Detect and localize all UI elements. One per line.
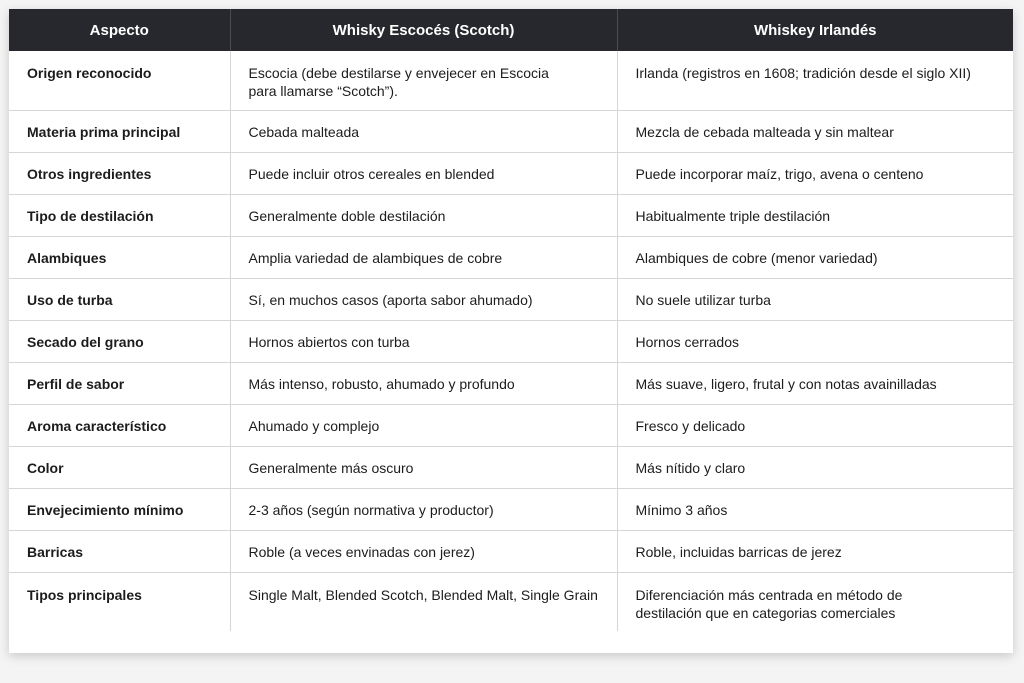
aspect-cell: Tipos principales (9, 572, 230, 631)
irish-cell: Alambiques de cobre (menor variedad) (617, 236, 1013, 278)
aspect-cell: Envejecimiento mínimo (9, 488, 230, 530)
scotch-cell: Sí, en muchos casos (aporta sabor ahumado) (230, 278, 617, 320)
aspect-cell: Otros ingredientes (9, 152, 230, 194)
aspect-cell: Materia prima principal (9, 110, 230, 152)
table-header (9, 9, 1013, 51)
scotch-cell (230, 51, 617, 110)
scotch-cell: Cebada malteada (230, 110, 617, 152)
irish-cell: Más suave, ligero, frutal y con notas avainilladas (617, 362, 1013, 404)
aspect-cell: Barricas (9, 530, 230, 572)
irish-cell: Habitualmente triple destilación (617, 194, 1013, 236)
scotch-cell: Generalmente más oscuro (230, 446, 617, 488)
table-row (9, 278, 1013, 320)
aspect-cell: Color (9, 446, 230, 488)
scotch-cell: Roble (a veces envinadas con jerez) (230, 530, 617, 572)
table-row (9, 320, 1013, 362)
aspect-cell: Origen reconocido (9, 51, 230, 110)
table-row (9, 110, 1013, 152)
table-row (9, 152, 1013, 194)
table-row (9, 51, 1013, 110)
comparison-card (9, 9, 1013, 653)
irish-cell: Hornos cerrados (617, 320, 1013, 362)
irish-cell: Más nítido y claro (617, 446, 1013, 488)
aspect-cell: Tipo de destilación (9, 194, 230, 236)
aspect-cell: Aroma característico (9, 404, 230, 446)
aspect-cell: Alambiques (9, 236, 230, 278)
irish-cell: Fresco y delicado (617, 404, 1013, 446)
irish-cell (617, 572, 1013, 631)
irish-value: Diferenciación más centrada en método de destilación que en categorias comerciales (635, 586, 903, 621)
table-row (9, 404, 1013, 446)
scotch-cell: Generalmente doble destilación (230, 194, 617, 236)
aspect-cell: Perfil de sabor (9, 362, 230, 404)
table-row (9, 194, 1013, 236)
scotch-cell: Ahumado y complejo (230, 404, 617, 446)
irish-cell: Irlanda (registros en 1608; tradición desde el siglo XII) (617, 51, 1013, 110)
table-body (9, 51, 1013, 631)
irish-cell: No suele utilizar turba (617, 278, 1013, 320)
irish-cell: Mezcla de cebada malteada y sin maltear (617, 110, 1013, 152)
table-row (9, 446, 1013, 488)
header-scotch: Whisky Escocés (Scotch) (230, 9, 617, 51)
scotch-cell: Puede incluir otros cereales en blended (230, 152, 617, 194)
header-irish: Whiskey Irlandés (617, 9, 1013, 51)
header-aspect: Aspecto (9, 9, 230, 51)
irish-cell: Puede incorporar maíz, trigo, avena o centeno (617, 152, 1013, 194)
table-row (9, 362, 1013, 404)
header-row (9, 9, 1013, 51)
table-row (9, 488, 1013, 530)
aspect-cell: Secado del grano (9, 320, 230, 362)
table-row (9, 530, 1013, 572)
scotch-cell: Más intenso, robusto, ahumado y profundo (230, 362, 617, 404)
scotch-value: Escocia (debe destilarse y envejecer en Escocia para llamarse “Scotch”). (248, 65, 549, 99)
irish-cell: Roble, incluidas barricas de jerez (617, 530, 1013, 572)
table-row (9, 236, 1013, 278)
table-row (9, 572, 1013, 631)
scotch-cell: Amplia variedad de alambiques de cobre (230, 236, 617, 278)
scotch-cell: 2-3 años (según normativa y productor) (230, 488, 617, 530)
irish-cell: Mínimo 3 años (617, 488, 1013, 530)
aspect-cell: Uso de turba (9, 278, 230, 320)
comparison-table (9, 9, 1013, 631)
scotch-cell: Single Malt, Blended Scotch, Blended Malt, Single Grain (230, 572, 617, 631)
scotch-cell: Hornos abiertos con turba (230, 320, 617, 362)
